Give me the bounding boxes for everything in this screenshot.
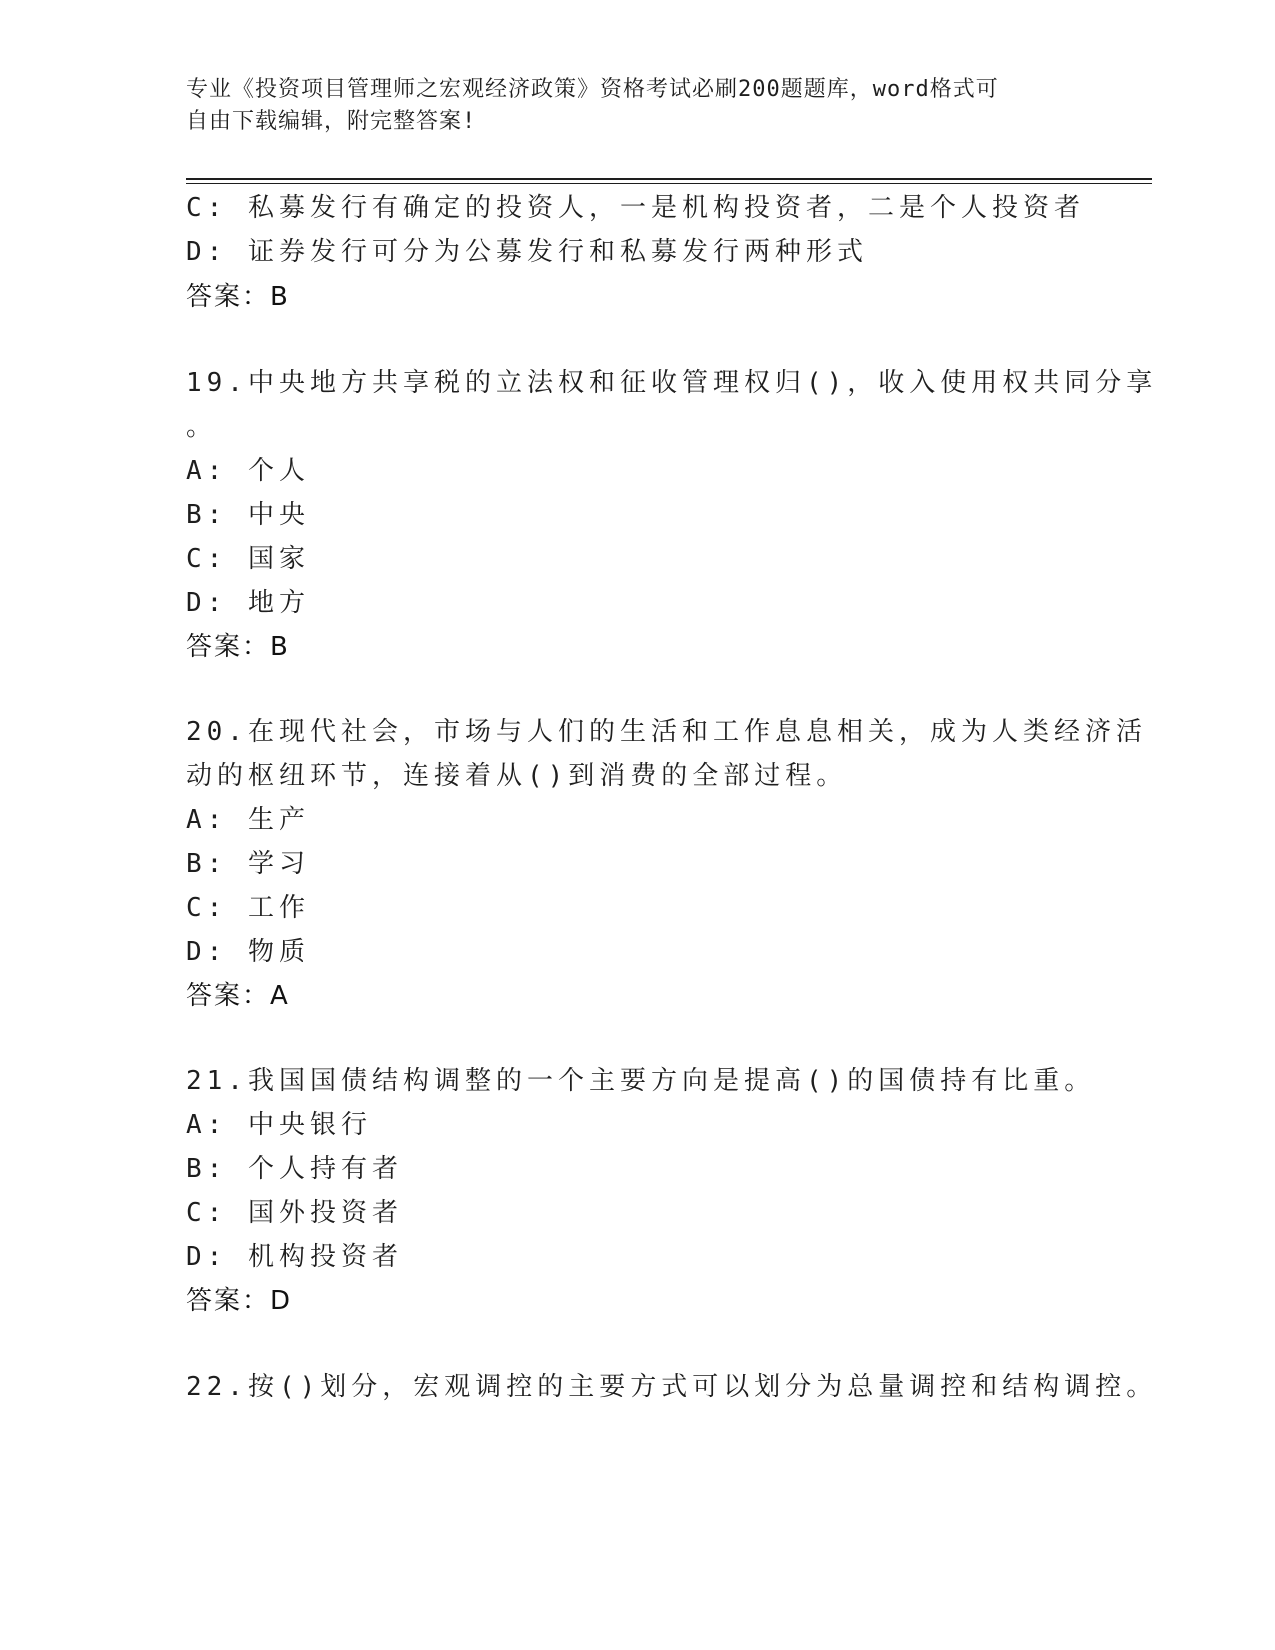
q19-option-c: C: 国家 <box>186 544 310 574</box>
q18-answer: 答案：B <box>186 282 290 312</box>
q20-question-line-2: 动的枢纽环节，连接着从()到消费的全部过程。 <box>186 761 848 791</box>
q19-answer: 答案：B <box>186 632 290 662</box>
q19-option-d: D: 地方 <box>186 588 310 618</box>
q20-option-d: D: 物质 <box>186 937 310 967</box>
q21-question-line-1: 21.我国国债结构调整的一个主要方向是提高()的国债持有比重。 <box>186 1066 1096 1096</box>
header-line-2: 自由下载编辑，附完整答案! <box>186 109 477 134</box>
q20-option-c: C: 工作 <box>186 893 310 923</box>
q19-option-b: B: 中央 <box>186 500 310 530</box>
q20-option-b: B: 学习 <box>186 849 310 879</box>
q21-answer: 答案：D <box>186 1286 293 1316</box>
header-divider-thick <box>186 178 1152 180</box>
q21-option-b: B: 个人持有者 <box>186 1154 403 1184</box>
q18-option-c: C: 私募发行有确定的投资人，一是机构投资者，二是个人投资者 <box>186 193 1085 223</box>
q22-question-line-1: 22.按()划分，宏观调控的主要方式可以划分为总量调控和结构调控。 <box>186 1372 1158 1402</box>
q21-option-d: D: 机构投资者 <box>186 1242 403 1272</box>
document-header <box>186 74 1086 138</box>
q20-option-a: A: 生产 <box>186 805 310 835</box>
header-divider-thin <box>186 183 1152 184</box>
header-line-1: 专业《投资项目管理师之宏观经济政策》资格考试必刷200题题库，word格式可 <box>186 77 999 102</box>
q19-question-line-1: 19.中央地方共享税的立法权和征收管理权归()，收入使用权共同分享 <box>186 368 1158 398</box>
q20-question-line-1: 20.在现代社会，市场与人们的生活和工作息息相关，成为人类经济活 <box>186 717 1147 747</box>
q20-answer: 答案：A <box>186 981 290 1011</box>
q21-option-a: A: 中央银行 <box>186 1110 372 1140</box>
q19-question-line-2: 。 <box>186 412 218 442</box>
q19-option-a: A: 个人 <box>186 456 310 486</box>
q18-option-d: D: 证券发行可分为公募发行和私募发行两种形式 <box>186 237 868 267</box>
q21-option-c: C: 国外投资者 <box>186 1198 403 1228</box>
